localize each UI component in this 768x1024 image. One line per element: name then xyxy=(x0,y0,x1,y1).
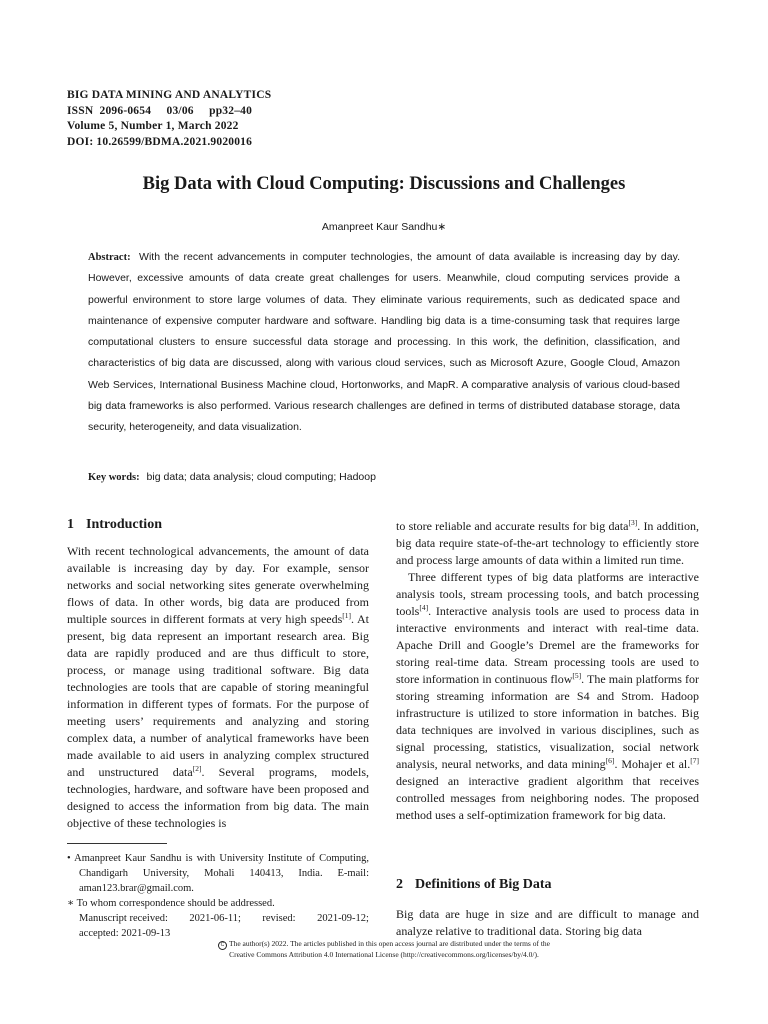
definitions-paragraph xyxy=(396,906,699,940)
intro-paragraph-1 xyxy=(67,543,369,832)
footnote-divider xyxy=(67,843,167,844)
doi-line: DOI: 10.26599/BDMA.2021.9020016 xyxy=(67,135,253,148)
citation-5[interactable]: [5] xyxy=(572,671,582,680)
keywords-label: Key words: xyxy=(88,472,140,483)
citation-2[interactable]: [2] xyxy=(192,764,202,773)
intro-paragraph-1-continued xyxy=(396,518,699,569)
copyright-icon: C xyxy=(218,941,227,950)
section-number: 1 xyxy=(67,517,74,532)
license-line-2: Creative Commons Attribution 4.0 International License (http://creativecommons.org/licenses/by/4.0/). xyxy=(229,950,539,959)
text-run: . Mohajer et al. xyxy=(614,757,691,771)
footnotes xyxy=(67,851,369,941)
received-label: Manuscript received: xyxy=(79,913,168,924)
keywords-text: big data; data analysis; cloud computing; Hadoop xyxy=(146,471,376,483)
citation-7[interactable]: [7] xyxy=(690,756,699,765)
text-run: . In addition, big data require state-of-the-art technology to efficiently store and process large amounts of data within a limited run time. xyxy=(396,519,699,567)
text-run: With recent technological advancements, the amount of data available is increasing day by day. For example, sensor networks and social networking sites generate overwhelming flows of data. In other words, big data are produced from multiple sources in different formats at very high speeds xyxy=(67,544,369,626)
text-run: Three different types of big data platforms are interactive analysis tools, stream processing tools, and batch processing tools xyxy=(396,570,699,618)
keywords xyxy=(88,471,680,483)
citation-1[interactable]: [1] xyxy=(342,611,352,620)
received-date: 2021-06-11; xyxy=(189,913,241,924)
license-line-1: The author(s) 2022. The articles published in this open access journal are distributed under the terms of the xyxy=(228,939,551,948)
intro-paragraph-2 xyxy=(396,569,699,824)
abstract-text: With the recent advancements in computer technologies, the amount of data available is increasing day by day. However, excessive amounts of data create great challenges for users. Meanwhile, cloud computing services provide a powerful environment to store large volumes of data. They eliminate various requirements, such as dedicated space and maintenance of expensive computer hardware and software. Handling big data is a time-consuming task that requires large computational clusters to ensure successful data storage and processing. In this work, the definition, classification, and characteristics of big data are discussed, along with various cloud services, such as Microsoft Azure, Google Cloud, Amazon Web Services, International Business Machine cloud, Hortonworks, and MapR. A comparative analysis of various cloud-based big data frameworks is also performed. Various research challenges are defined in terms of distributed database storage, data security, heterogeneity, and data visualization. xyxy=(88,251,681,434)
text-run: to store reliable and accurate results for big data xyxy=(396,519,629,533)
volume-line: Volume 5, Number 1, March 2022 xyxy=(67,120,239,132)
paper-title: Big Data with Cloud Computing: Discussions and Challenges xyxy=(142,174,626,194)
citation-4[interactable]: [4] xyxy=(419,603,429,612)
accepted-date: accepted: 2021-09-13 xyxy=(79,928,171,939)
revised-label: revised: xyxy=(262,913,296,924)
left-column xyxy=(67,543,369,832)
abstract-label: Abstract: xyxy=(88,252,131,263)
license-notice xyxy=(0,939,768,960)
journal-name: BIG DATA MINING AND ANALYTICS xyxy=(67,89,272,101)
revised-date: 2021-09-12; xyxy=(317,913,369,924)
text-run: . At present, big data represent an important research area. Big data are rapidly produced and are thus difficult to store, process, or manage using traditional software. Big data technologies are tools that are capable of storing meaningful information in different types of formats. For the purpose of meeting users’ requirements and analyzing and storing complex data, a number of analytical frameworks have been made available to aid users in analyzing complex structured and unstructured data xyxy=(67,612,369,779)
issn-line: ISSN 2096-0654 03/06 pp32–40 xyxy=(67,104,253,117)
section-title: Definitions of Big Data xyxy=(415,877,552,892)
manuscript-dates xyxy=(67,911,369,926)
section-title: Introduction xyxy=(86,517,162,532)
right-column xyxy=(396,518,699,824)
correspondence-footnote: ∗ To whom correspondence should be addressed. xyxy=(67,898,275,909)
section-heading-introduction xyxy=(67,517,162,533)
affiliation-footnote: • Amanpreet Kaur Sandhu is with University Institute of Computing, Chandigarh University, Mohali 140413, India. E-mail: aman123.brar@gmail.com. xyxy=(67,853,369,894)
citation-3[interactable]: [3] xyxy=(628,518,638,527)
section-heading-definitions xyxy=(396,877,552,893)
author-line: Amanpreet Kaur Sandhu∗ xyxy=(321,221,447,233)
text-run: . Interactive analysis tools are used to process data in interactive environments and interact with real-time data. Apache Drill and Google’s Dremel are the frameworks for storing real-time data. Stream processing tools are used to store information in continuous flow xyxy=(396,604,699,686)
section-number: 2 xyxy=(396,877,403,892)
abstract xyxy=(88,247,680,439)
text-run: designed an interactive gradient algorithm that receives controlled messages from neighboring nodes. The proposed method uses a self-optimization framework for big data. xyxy=(396,774,699,822)
definitions-text: Big data are huge in size and are difficult to manage and analyze relative to traditional data. Storing big data xyxy=(396,907,699,938)
text-run: . Several programs, models, technologies, hardware, and software have been proposed and designed to access the information from big data. The main objective of these technologies is xyxy=(67,765,370,830)
citation-6[interactable]: [6] xyxy=(605,756,615,765)
text-run: . The main platforms for storing streaming information are S4 and Strom. Hadoop infrastructure is utilized to store information in batches. Big data techniques are involved in various disciplines, such as signal processing, statistics, visualization, social network analysis, neural networks, and data mining xyxy=(396,672,699,771)
journal-header xyxy=(67,88,271,150)
